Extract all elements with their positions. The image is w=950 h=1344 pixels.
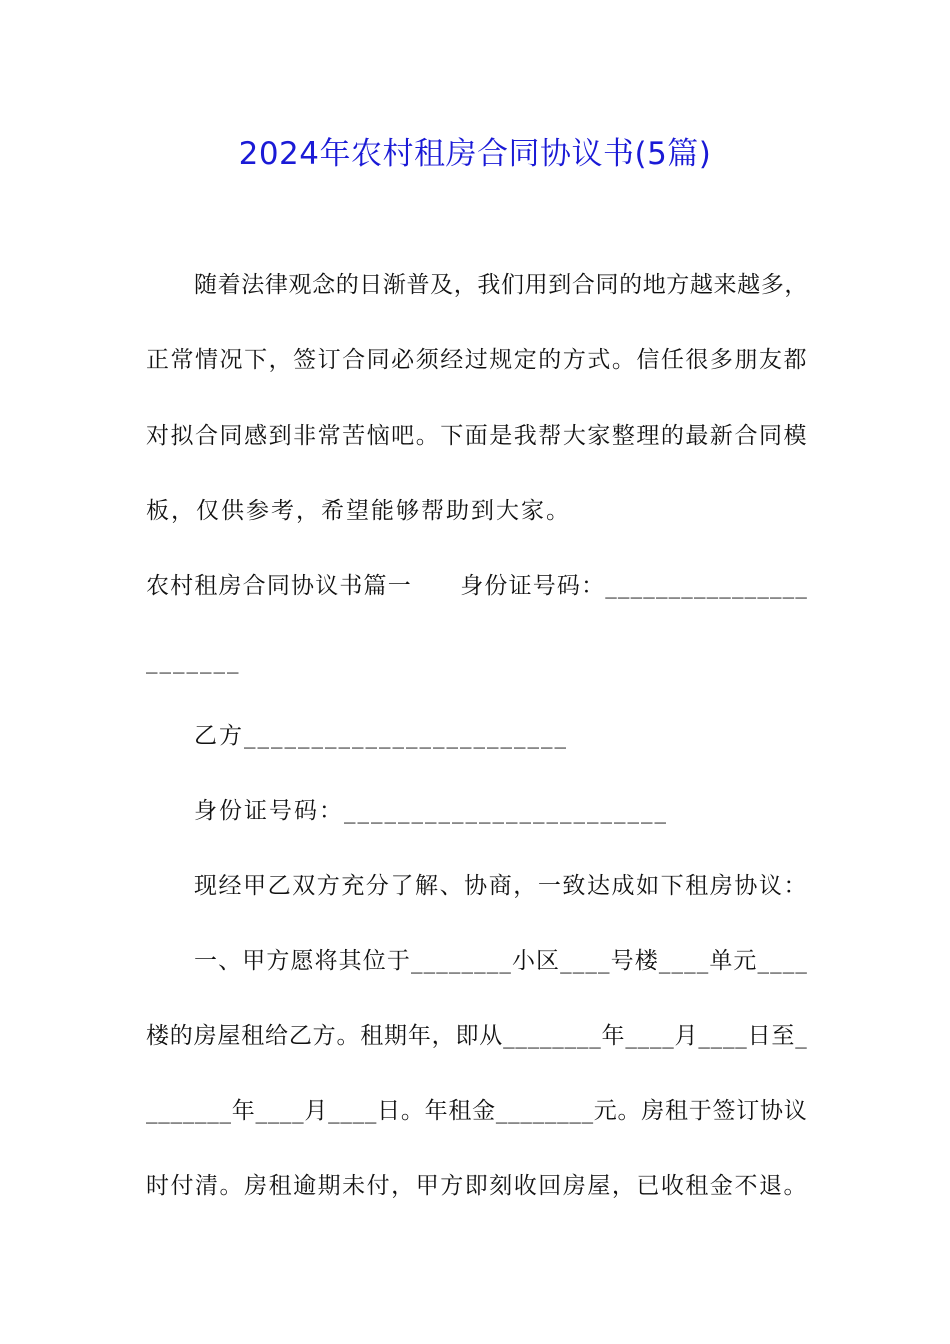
clause-line: 一、甲方愿将其位于________小区____号楼____单元____ bbox=[194, 948, 808, 974]
party-b-line: 乙方________________________ bbox=[194, 723, 568, 749]
clause-line: _______年____月____日。年租金________元。房租于签订协议 bbox=[146, 1098, 808, 1124]
paragraph-line: 对拟合同感到非常苦恼吧。下面是我帮大家整理的最新合同模 bbox=[146, 423, 808, 449]
paragraph-line: 正常情况下，签订合同必须经过规定的方式。信任很多朋友都 bbox=[146, 347, 808, 373]
clause-line: 时付清。房租逾期未付，甲方即刻收回房屋，已收租金不退。 bbox=[146, 1173, 808, 1199]
id-number-line: 身份证号码：________________________ bbox=[194, 798, 668, 824]
page-title: 2024年农村租房合同协议书(5篇) bbox=[238, 136, 712, 172]
paragraph-line: 板，仅供参考，希望能够帮助到大家。 bbox=[146, 498, 571, 524]
section-heading-line: 农村租房合同协议书篇一 身份证号码：________________ bbox=[146, 573, 808, 599]
clause-line: 楼的房屋租给乙方。租期年，即从________年____月____日至_ bbox=[146, 1023, 808, 1049]
paragraph-line: 现经甲乙双方充分了解、协商，一致达成如下租房协议： bbox=[194, 873, 808, 899]
paragraph-line: 随着法律观念的日渐普及，我们用到合同的地方越来越多， bbox=[194, 272, 808, 298]
blank-line: _______ bbox=[146, 648, 241, 674]
